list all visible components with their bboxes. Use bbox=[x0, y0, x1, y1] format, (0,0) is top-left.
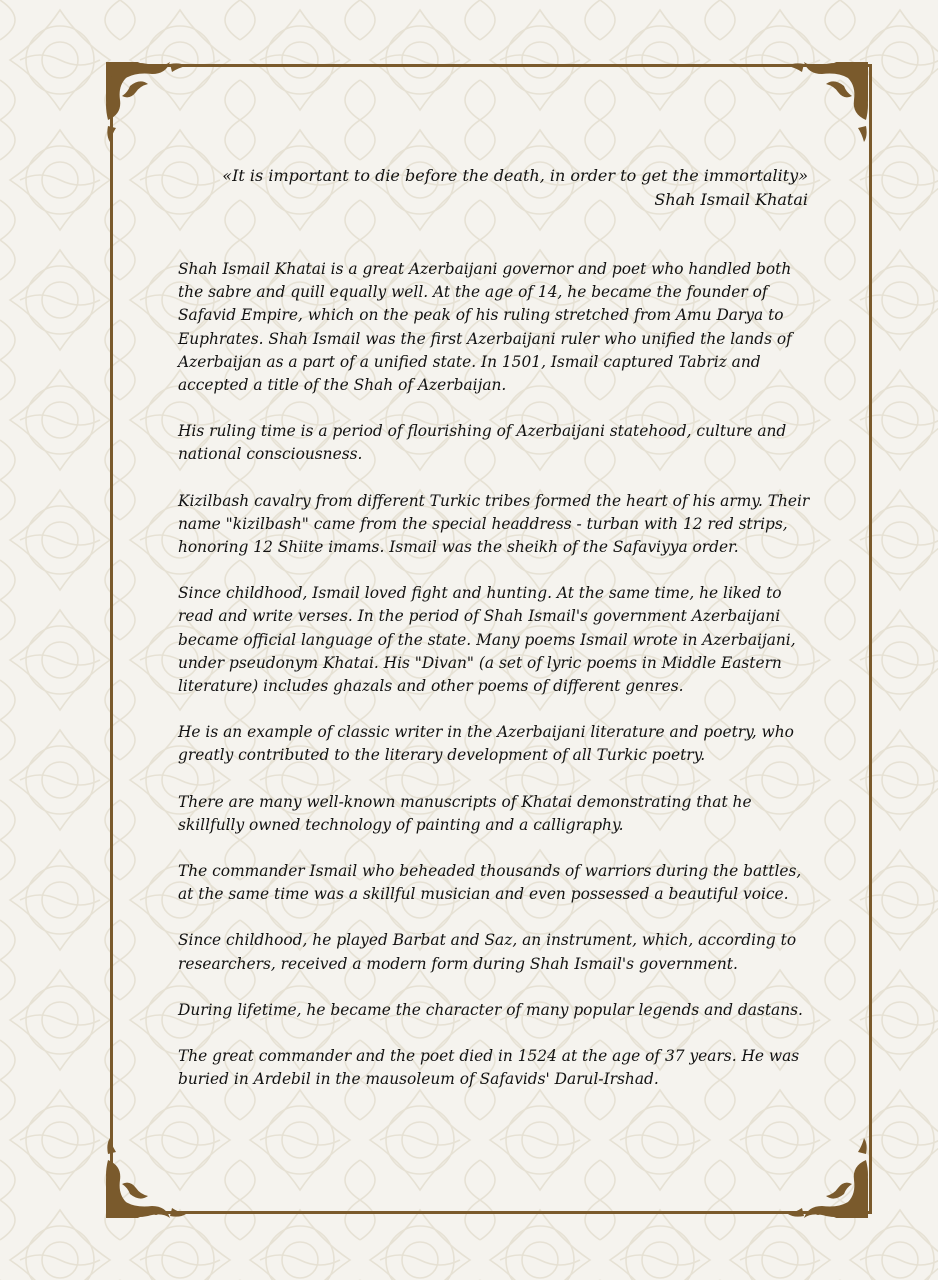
paragraph: The great commander and the poet died in 1524 at the age of 37 years. He was buried in Ardebil in the mausoleum of Safavids' Darul-Irshad. bbox=[178, 1047, 800, 1089]
ornament-corner-icon bbox=[784, 1134, 874, 1224]
paragraph: Kizilbash cavalry from different Turkic tribes formed the heart of his army. Their name "kizilbash" came from the special headdress - turban with 12 red strips, honoring 12 Shiite imams. Ismail was the sheikh of the Safaviyya order. bbox=[178, 491, 810, 557]
paragraph: Shah Ismail Khatai is a great Azerbaijani governor and poet who handled both the sabre and quill equally well. At the age of 14, he became the founder of Safavid Empire, which on the peak of his ruling stretched from Amu Darya to Euphrates. Shah Ismail was the first Azerbaijani ruler who unified the lands of Azerbaijan as a part of a unified state. In 1501, Ismail captured Tabriz and accepted a title of the Shah of Azerbaijan. bbox=[178, 260, 792, 395]
paragraph: During lifetime, he became the character of many popular legends and dastans. bbox=[178, 1000, 803, 1019]
paragraph: He is an example of classic writer in the Azerbaijani literature and poetry, who greatly contributed to the literary development of all Turkic poetry. bbox=[178, 723, 794, 765]
paragraph: Since childhood, Ismail loved fight and hunting. At the same time, he liked to read and write verses. In the period of Shah Ismail's government Azerbaijani became official language of the state. Many poems Ismail wrote in Azerbaijani, under pseudonym Khatai. His "Divan" (a set of lyric poems in Middle Eastern literature) includes ghazals and other poems of different genres. bbox=[178, 584, 796, 696]
biography-text bbox=[178, 258, 810, 1114]
ornament-corner-icon bbox=[100, 56, 190, 146]
paragraph: His ruling time is a period of flourishing of Azerbaijani statehood, culture and national consciousness. bbox=[178, 422, 787, 464]
ornament-corner-icon bbox=[100, 1134, 190, 1224]
paragraph: Since childhood, he played Barbat and Saz, an instrument, which, according to researchers, received a modern form during Shah Ismail's government. bbox=[178, 931, 797, 973]
paragraph: There are many well-known manuscripts of Khatai demonstrating that he skillfully owned technology of painting and a calligraphy. bbox=[178, 792, 752, 834]
paragraph: The commander Ismail who beheaded thousands of warriors during the battles, at the same time was a skillful musician and even possessed a beautiful voice. bbox=[178, 862, 802, 904]
epigraph bbox=[180, 164, 808, 212]
ornament-corner-icon bbox=[784, 56, 874, 146]
epigraph-quote: «It is important to die before the death, in order to get the immortality» bbox=[222, 166, 808, 185]
epigraph-author: Shah Ismail Khatai bbox=[654, 190, 808, 209]
